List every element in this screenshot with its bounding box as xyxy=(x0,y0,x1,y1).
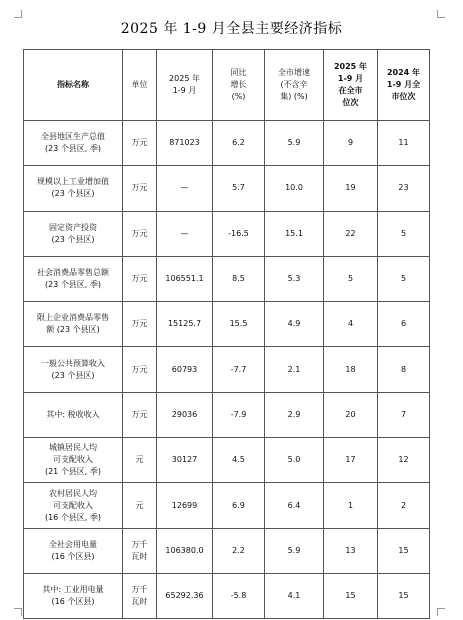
yoy-growth-cell xyxy=(213,211,265,256)
header-label: 2025 年 1-9 月 xyxy=(169,74,200,95)
indicator-name-cell-text: 城镇居民人均 可支配收入 (21 个县区, 季) xyxy=(44,443,102,477)
unit-cell xyxy=(123,302,157,347)
indicator-name-cell-text: 其中: 工业用电量 (16 个区县) xyxy=(42,585,104,607)
rank-2024-cell-text: 15 xyxy=(398,591,409,601)
value-cell-text: 106380.0 xyxy=(165,545,204,555)
value-cell xyxy=(157,347,213,392)
document-title: 2025 年 1-9 月全县主要经济指标 xyxy=(120,21,343,37)
unit-cell-text: 万元 xyxy=(131,364,148,374)
value-cell-text: — xyxy=(180,183,189,193)
rank-2025-cell-text: 5 xyxy=(347,274,354,284)
unit-cell xyxy=(123,121,157,166)
yoy-growth-cell-text: -7.7 xyxy=(230,364,247,374)
yoy-growth-cell xyxy=(213,483,265,528)
unit-cell-text: 万元 xyxy=(131,274,148,284)
unit-cell xyxy=(123,211,157,256)
unit-cell xyxy=(123,483,157,528)
value-cell xyxy=(157,302,213,347)
header-label: 同比 增长 (%) xyxy=(230,68,247,101)
header-indicator-name xyxy=(24,50,123,121)
value-cell xyxy=(157,392,213,437)
rank-2025-cell-text: 19 xyxy=(345,183,356,193)
rank-2025-cell-text: 22 xyxy=(345,228,356,238)
rank-2024-cell-text: 5 xyxy=(400,274,407,284)
rank-2024-cell-text: 15 xyxy=(398,545,409,555)
indicator-name-cell xyxy=(24,438,123,483)
city-growth-cell-text: 2.9 xyxy=(287,409,301,419)
header-rank-2025 xyxy=(324,50,378,121)
table-row xyxy=(24,121,430,166)
header-city-growth xyxy=(265,50,324,121)
indicator-name-cell xyxy=(24,166,123,211)
value-cell-text: 60793 xyxy=(171,364,198,374)
city-growth-cell xyxy=(265,528,324,573)
table-row xyxy=(24,211,430,256)
header-yoy-growth xyxy=(213,50,265,121)
city-growth-cell-text: 5.9 xyxy=(287,545,301,555)
value-cell-text: 65292.36 xyxy=(165,591,204,601)
rank-2024-cell-text: 5 xyxy=(400,228,407,238)
yoy-growth-cell xyxy=(213,302,265,347)
page-corner-mark xyxy=(14,608,22,616)
yoy-growth-cell-text: -5.8 xyxy=(230,591,247,601)
yoy-growth-cell xyxy=(213,166,265,211)
indicator-name-cell-text: 一般公共预算收入 (23 个县区) xyxy=(41,358,105,380)
page-corner-mark xyxy=(437,608,445,616)
rank-2025-cell xyxy=(324,573,378,618)
value-cell xyxy=(157,166,213,211)
indicator-name-cell-text: 社会消费品零售总额 (23 个县区, 季) xyxy=(37,268,109,290)
city-growth-cell xyxy=(265,302,324,347)
rank-2025-cell xyxy=(324,211,378,256)
yoy-growth-cell xyxy=(213,438,265,483)
unit-cell-text: 万元 xyxy=(131,228,148,238)
rank-2025-cell xyxy=(324,256,378,301)
indicator-name-cell-text: 固定资产投资 (23 个县区) xyxy=(49,222,97,244)
indicator-name-cell xyxy=(24,302,123,347)
rank-2025-cell-text: 9 xyxy=(347,138,354,148)
yoy-growth-cell-text: 2.2 xyxy=(232,545,245,555)
rank-2024-cell xyxy=(378,347,430,392)
city-growth-cell-text: 5.0 xyxy=(287,455,301,465)
rank-2024-cell-text: 11 xyxy=(398,138,409,148)
header-value-2025 xyxy=(157,50,213,121)
header-label: 2024 年 1-9 月全 市位次 xyxy=(386,68,421,101)
indicator-name-cell xyxy=(24,347,123,392)
city-growth-cell xyxy=(265,166,324,211)
table-row xyxy=(24,483,430,528)
city-growth-cell-text: 4.9 xyxy=(287,319,301,329)
rank-2025-cell xyxy=(324,302,378,347)
value-cell-text: 871023 xyxy=(169,138,200,148)
indicator-name-cell-text: 规模以上工业增加值 (23 个县区) xyxy=(37,177,109,199)
table-row xyxy=(24,347,430,392)
unit-cell xyxy=(123,573,157,618)
indicator-name-cell-text: 其中: 税收收入 xyxy=(46,409,100,419)
city-growth-cell-text: 5.3 xyxy=(287,274,301,284)
page-corner-mark xyxy=(437,10,445,18)
unit-cell-text: 元 xyxy=(135,455,144,465)
yoy-growth-cell-text: 5.7 xyxy=(232,183,245,193)
indicator-name-cell-text: 全县地区生产总值 (23 个县区, 季) xyxy=(41,132,105,154)
rank-2024-cell-text: 8 xyxy=(400,364,407,374)
unit-cell-text: 万元 xyxy=(131,319,148,329)
unit-cell xyxy=(123,256,157,301)
rank-2025-cell xyxy=(324,528,378,573)
rank-2025-cell xyxy=(324,392,378,437)
rank-2025-cell-text: 17 xyxy=(345,455,356,465)
city-growth-cell xyxy=(265,483,324,528)
yoy-growth-cell-text: 6.9 xyxy=(232,500,245,510)
page-corner-mark xyxy=(14,10,22,18)
yoy-growth-cell-text: -16.5 xyxy=(228,228,249,238)
value-cell xyxy=(157,211,213,256)
city-growth-cell-text: 15.1 xyxy=(285,228,303,238)
rank-2024-cell-text: 6 xyxy=(400,319,407,329)
indicator-name-cell-text: 农村居民人均 可支配收入 (16 个县区, 季) xyxy=(44,488,102,522)
indicator-name-cell-text: 限上企业消费品零售 额 (23 个县区) xyxy=(37,313,109,335)
city-growth-cell-text: 10.0 xyxy=(285,183,303,193)
table-header-row xyxy=(24,50,430,121)
value-cell-text: 12699 xyxy=(171,500,198,510)
yoy-growth-cell-text: 8.5 xyxy=(232,274,245,284)
header-rank-2024 xyxy=(378,50,430,121)
table-row xyxy=(24,438,430,483)
rank-2025-cell-text: 1 xyxy=(347,500,354,510)
header-label: 全市增速 (不含辛 集) (%) xyxy=(278,68,310,101)
rank-2024-cell xyxy=(378,483,430,528)
rank-2025-cell-text: 15 xyxy=(345,591,356,601)
city-growth-cell xyxy=(265,438,324,483)
indicator-name-cell xyxy=(24,573,123,618)
unit-cell xyxy=(123,438,157,483)
value-cell xyxy=(157,528,213,573)
rank-2024-cell-text: 2 xyxy=(400,500,407,510)
unit-cell-text: 万元 xyxy=(131,409,148,419)
value-cell xyxy=(157,438,213,483)
unit-cell-text: 万千 瓦时 xyxy=(131,585,148,607)
rank-2024-cell xyxy=(378,392,430,437)
unit-cell xyxy=(123,166,157,211)
city-growth-cell-text: 4.1 xyxy=(287,591,301,601)
city-growth-cell-text: 6.4 xyxy=(287,500,301,510)
rank-2024-cell xyxy=(378,166,430,211)
indicator-name-cell xyxy=(24,256,123,301)
city-growth-cell xyxy=(265,211,324,256)
rank-2025-cell xyxy=(324,438,378,483)
rank-2025-cell-text: 18 xyxy=(345,364,356,374)
yoy-growth-cell-text: 6.2 xyxy=(232,138,245,148)
table-row xyxy=(24,256,430,301)
unit-cell-text: 万元 xyxy=(131,138,148,148)
unit-cell-text: 万元 xyxy=(131,183,148,193)
city-growth-cell xyxy=(265,121,324,166)
unit-cell xyxy=(123,392,157,437)
value-cell-text: 29036 xyxy=(171,409,198,419)
indicator-name-cell xyxy=(24,483,123,528)
yoy-growth-cell-text: -7.9 xyxy=(230,409,247,419)
unit-cell-text: 万千 瓦时 xyxy=(131,539,148,561)
indicator-table xyxy=(23,49,430,619)
rank-2025-cell xyxy=(324,483,378,528)
indicator-name-cell xyxy=(24,211,123,256)
rank-2024-cell xyxy=(378,256,430,301)
yoy-growth-cell xyxy=(213,121,265,166)
header-label: 单位 xyxy=(131,80,148,89)
value-cell xyxy=(157,483,213,528)
unit-cell-text: 元 xyxy=(135,500,144,510)
rank-2024-cell xyxy=(378,528,430,573)
rank-2024-cell xyxy=(378,573,430,618)
yoy-growth-cell xyxy=(213,528,265,573)
unit-cell xyxy=(123,347,157,392)
rank-2025-cell xyxy=(324,166,378,211)
rank-2024-cell xyxy=(378,438,430,483)
rank-2025-cell xyxy=(324,347,378,392)
city-growth-cell xyxy=(265,573,324,618)
rank-2024-cell-text: 7 xyxy=(400,409,407,419)
rank-2024-cell xyxy=(378,211,430,256)
rank-2024-cell-text: 23 xyxy=(398,183,409,193)
city-growth-cell xyxy=(265,347,324,392)
yoy-growth-cell xyxy=(213,256,265,301)
city-growth-cell xyxy=(265,256,324,301)
rank-2025-cell xyxy=(324,121,378,166)
header-label: 指标名称 xyxy=(57,80,89,89)
rank-2024-cell-text: 12 xyxy=(398,455,409,465)
city-growth-cell-text: 5.9 xyxy=(287,138,301,148)
header-label: 2025 年 1-9 月 在全市 位次 xyxy=(333,62,368,107)
table-row xyxy=(24,573,430,618)
rank-2025-cell-text: 20 xyxy=(345,409,356,419)
yoy-growth-cell xyxy=(213,347,265,392)
header-unit xyxy=(123,50,157,121)
table-row xyxy=(24,392,430,437)
value-cell-text: 106551.1 xyxy=(165,274,204,284)
table-row xyxy=(24,302,430,347)
indicator-name-cell xyxy=(24,392,123,437)
value-cell-text: 30127 xyxy=(171,455,198,465)
value-cell-text: — xyxy=(180,228,189,238)
rank-2024-cell xyxy=(378,121,430,166)
yoy-growth-cell xyxy=(213,392,265,437)
value-cell xyxy=(157,256,213,301)
indicator-name-cell xyxy=(24,528,123,573)
rank-2025-cell-text: 13 xyxy=(345,545,356,555)
indicator-name-cell-text: 全社会用电量 (16 个区县) xyxy=(49,539,97,561)
yoy-growth-cell-text: 4.5 xyxy=(232,455,245,465)
table-row xyxy=(24,166,430,211)
indicator-name-cell xyxy=(24,121,123,166)
city-growth-cell-text: 2.1 xyxy=(287,364,301,374)
value-cell-text: 15125.7 xyxy=(167,319,202,329)
rank-2025-cell-text: 4 xyxy=(347,319,354,329)
value-cell xyxy=(157,121,213,166)
yoy-growth-cell-text: 15.5 xyxy=(229,319,248,329)
table-body xyxy=(24,121,430,619)
value-cell xyxy=(157,573,213,618)
table-row xyxy=(24,528,430,573)
unit-cell xyxy=(123,528,157,573)
city-growth-cell xyxy=(265,392,324,437)
yoy-growth-cell xyxy=(213,573,265,618)
rank-2024-cell xyxy=(378,302,430,347)
